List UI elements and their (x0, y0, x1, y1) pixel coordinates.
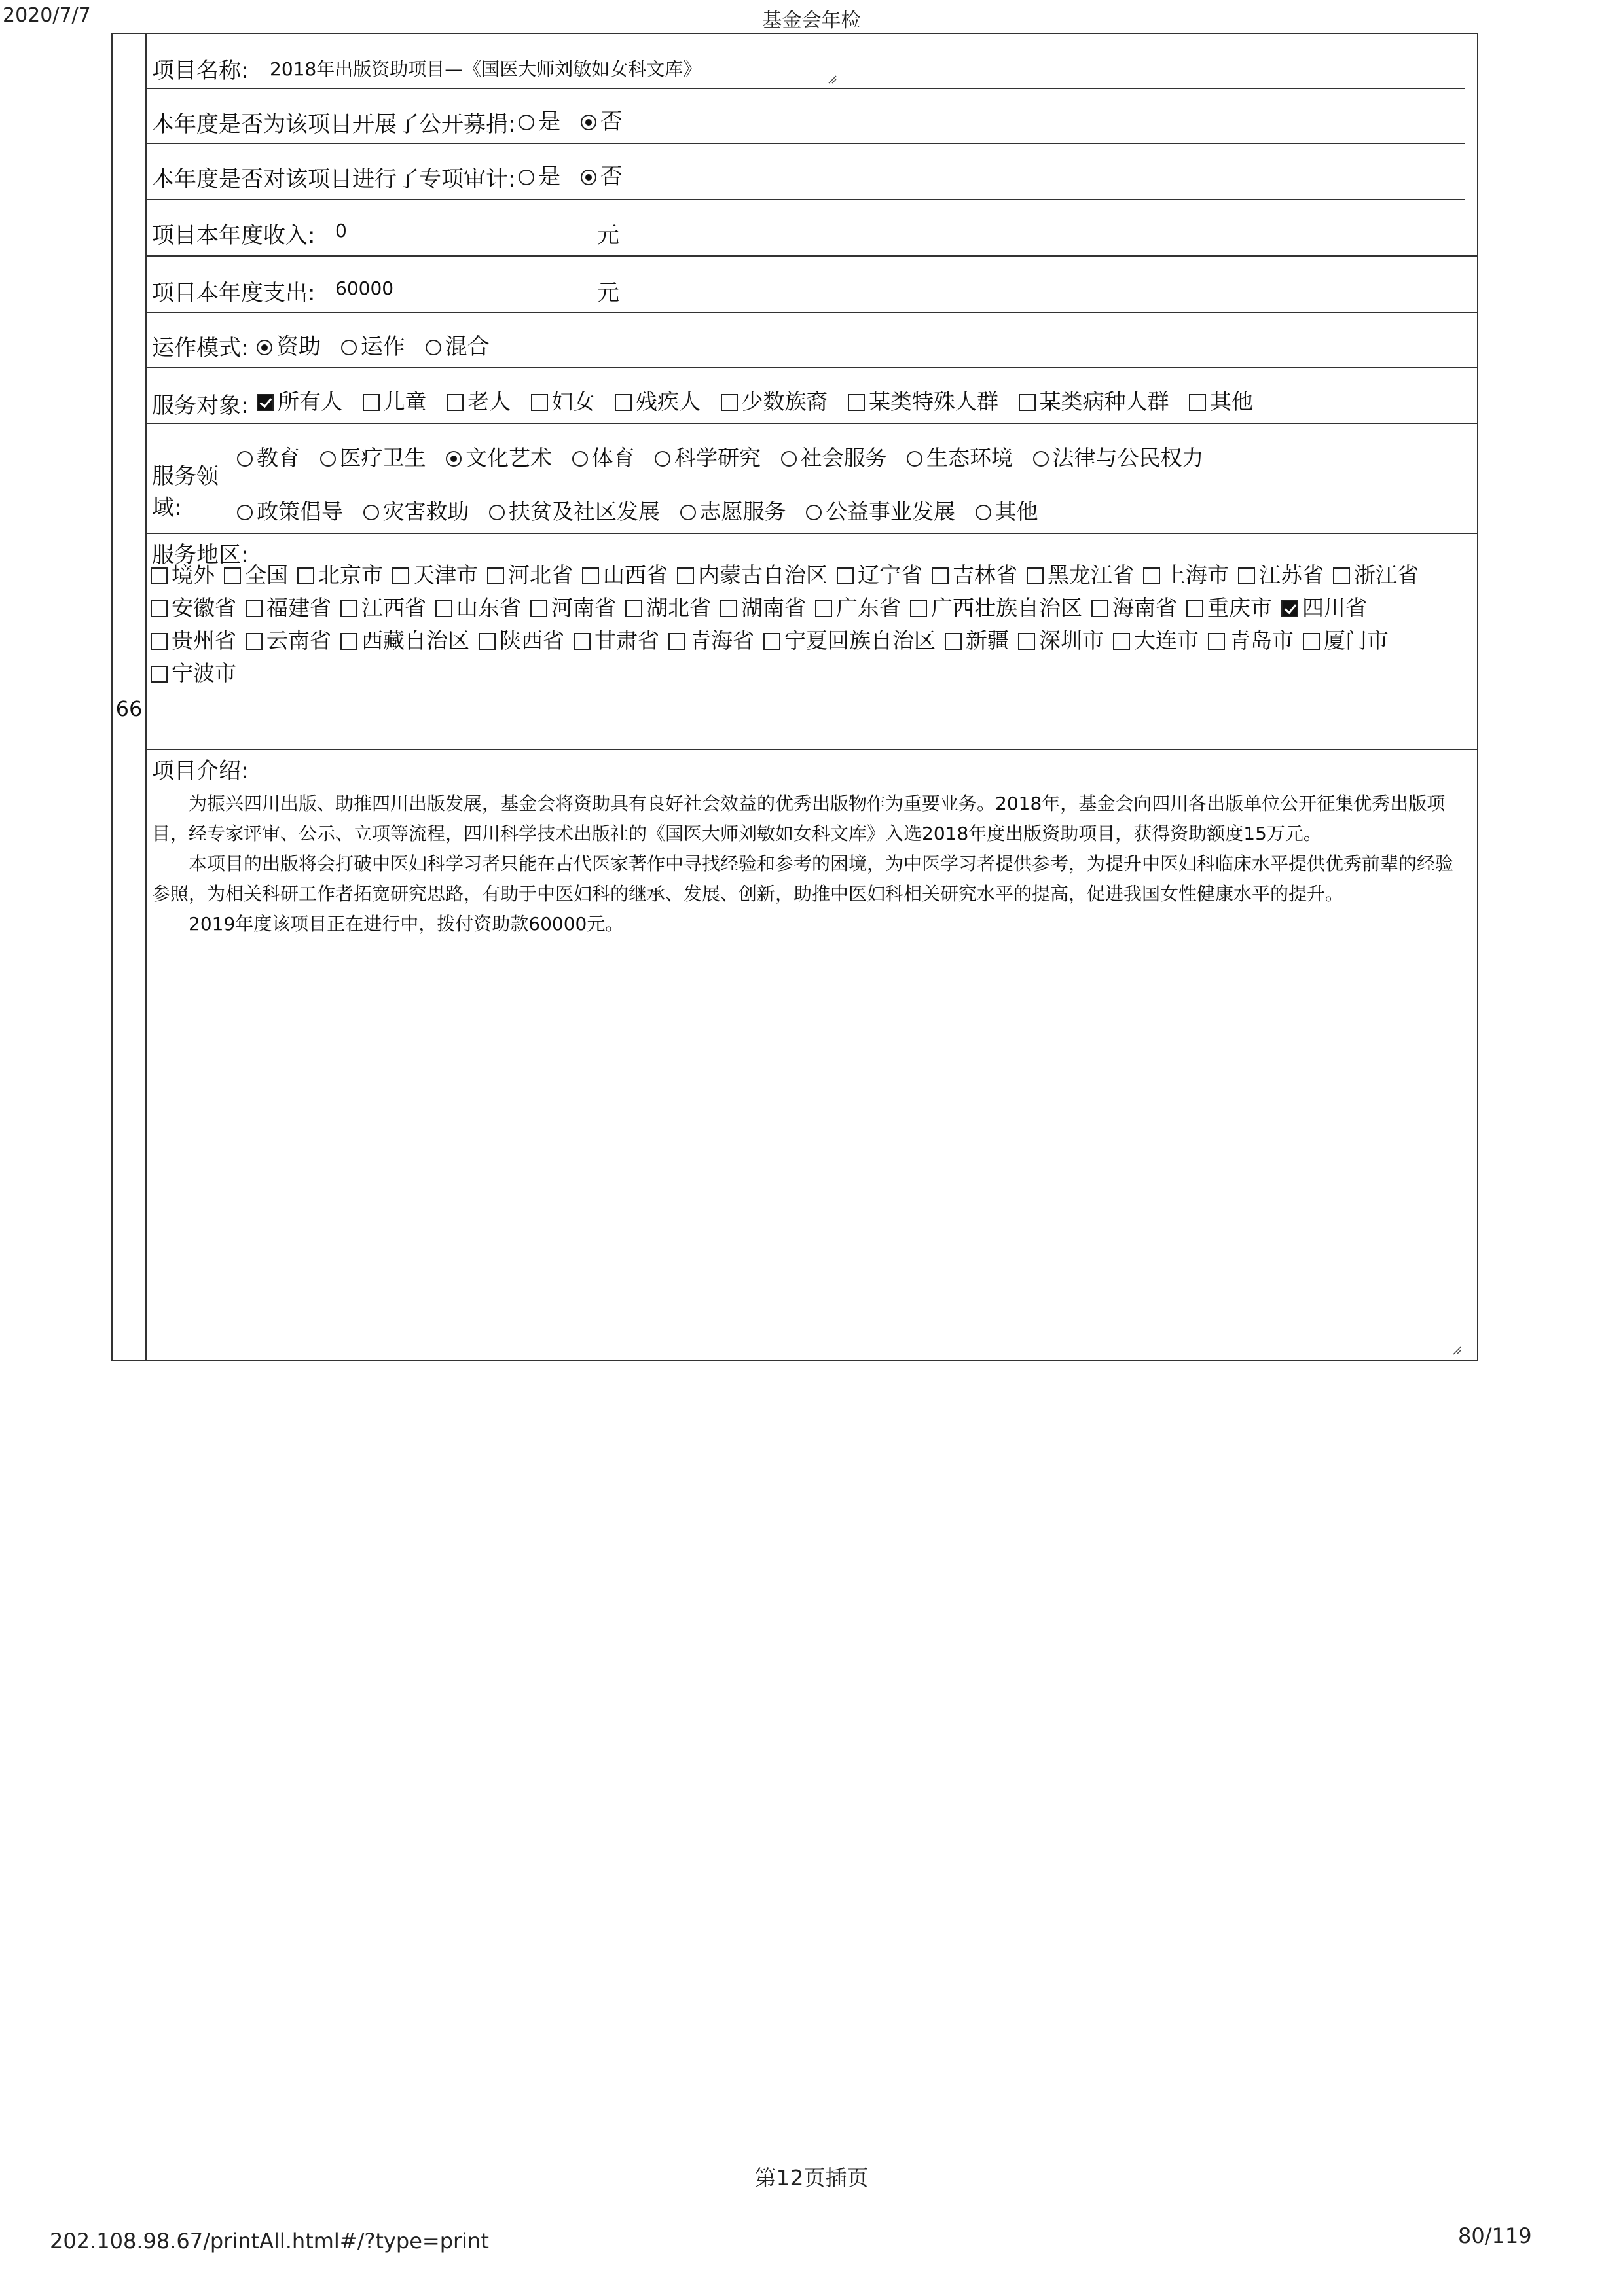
service-targets-options (257, 385, 1266, 416)
radio-icon (519, 115, 534, 130)
service-targets-label: 服务对象: (152, 393, 249, 419)
region-option[interactable]: 大连市 (1113, 624, 1199, 657)
checkbox-icon (1091, 600, 1108, 617)
target-disease-groups[interactable]: 某类病种人群 (1019, 385, 1169, 416)
service-regions-row (145, 534, 1478, 750)
region-option[interactable]: 厦门市 (1303, 624, 1389, 657)
checkbox-icon (837, 567, 854, 584)
region-option[interactable]: 宁夏回族自治区 (763, 624, 936, 657)
operation-mode-label: 运作模式: (152, 335, 249, 361)
region-option[interactable]: 西藏自治区 (340, 624, 469, 657)
radio-icon (237, 451, 253, 467)
region-option[interactable]: 青海省 (668, 624, 754, 657)
region-option[interactable]: 河北省 (487, 559, 573, 592)
checkbox-icon (1027, 567, 1044, 584)
region-option[interactable]: 境外 (151, 559, 215, 592)
region-option[interactable]: 重庆市 (1186, 592, 1272, 624)
radio-selected-icon (581, 170, 596, 185)
domain-education[interactable]: 教育 (237, 441, 300, 472)
checkbox-checked-icon (1281, 600, 1298, 617)
income-unit: 元 (597, 223, 619, 249)
checkbox-icon (1189, 394, 1206, 411)
target-children[interactable]: 儿童 (363, 385, 427, 416)
income-value[interactable]: 0 (335, 220, 347, 242)
checkbox-icon (1113, 633, 1130, 650)
target-women[interactable]: 妇女 (531, 385, 595, 416)
income-row (145, 200, 1478, 257)
region-option[interactable]: 北京市 (297, 559, 383, 592)
checkbox-icon (615, 394, 632, 411)
radio-icon (806, 505, 822, 520)
region-option[interactable]: 辽宁省 (837, 559, 922, 592)
target-all[interactable]: 所有人 (257, 385, 342, 416)
region-option[interactable]: 上海市 (1143, 559, 1229, 592)
checkbox-icon (677, 567, 694, 584)
checkbox-icon (297, 567, 314, 584)
region-option[interactable]: 广西壮族自治区 (910, 592, 1082, 624)
radio-selected-icon (581, 115, 596, 130)
service-domain-options-row1 (237, 441, 1217, 472)
page-insert-note: 第12页插页 (754, 2165, 869, 2191)
region-option[interactable]: 青岛市 (1208, 624, 1294, 657)
target-special-groups[interactable]: 某类特殊人群 (848, 385, 998, 416)
intro-paragraph: 本项目的出版将会打破中医妇科学习者只能在古代医家著作中寻找经验和参考的困境，为中医学习者提供参考，为提升中医妇科临床水平提供优秀前辈的经验参照，为相关科研工作者拓宽研究思路，有助于中医妇科的继承、发展、创新，助推中医妇科相关研究水平的提高，促进我国女性健康水平的提升。 (152, 853, 1454, 905)
service-regions-label: 服务地区: (152, 542, 249, 568)
special-audit-row (145, 144, 1465, 200)
region-option[interactable]: 全国 (224, 559, 288, 592)
checkbox-icon (392, 567, 409, 584)
checkbox-icon (1238, 567, 1255, 584)
expense-unit: 元 (597, 280, 619, 306)
operation-mode-row (145, 313, 1478, 368)
project-form (145, 33, 1478, 1361)
service-domain-options-row2 (237, 495, 1051, 526)
checkbox-icon (224, 567, 241, 584)
domain-volunteering[interactable]: 志愿服务 (680, 495, 786, 526)
expense-row (145, 257, 1478, 313)
domain-culture-arts[interactable]: 文化艺术 (446, 441, 552, 472)
region-option[interactable]: 广东省 (815, 592, 901, 624)
service-regions-options (151, 559, 1460, 690)
public-fundraising-no[interactable]: 否 (581, 103, 623, 135)
checkbox-icon (246, 633, 263, 650)
radio-icon (907, 451, 922, 467)
checkbox-icon (151, 633, 168, 650)
region-option[interactable]: 宁波市 (151, 657, 236, 690)
resize-handle-icon[interactable] (826, 73, 837, 84)
region-option[interactable]: 湖北省 (625, 592, 711, 624)
domain-environment[interactable]: 生态环境 (907, 441, 1013, 472)
domain-research[interactable]: 科学研究 (655, 441, 761, 472)
service-domain-label-2: 域: (152, 495, 182, 521)
checkbox-icon (1303, 633, 1320, 650)
region-option[interactable]: 四川省 (1281, 592, 1367, 624)
project-name-label: 项目名称: (152, 58, 249, 84)
checkbox-icon (363, 394, 380, 411)
region-option[interactable]: 山西省 (582, 559, 668, 592)
public-fundraising-row (145, 89, 1465, 144)
radio-icon (426, 340, 441, 355)
service-domain-row (145, 424, 1478, 534)
radio-icon (363, 505, 379, 520)
radio-icon (680, 505, 696, 520)
radio-icon (341, 340, 357, 355)
region-option[interactable]: 深圳市 (1018, 624, 1104, 657)
service-domain-label: 服务领 (152, 463, 219, 490)
special-audit-label: 本年度是否对该项目进行了专项审计: (152, 166, 516, 192)
operation-mode-operating[interactable]: 运作 (341, 329, 405, 361)
radio-icon (320, 451, 336, 467)
special-audit-no[interactable]: 否 (581, 158, 623, 190)
checkbox-icon (763, 633, 780, 650)
checkbox-icon (151, 600, 168, 617)
footer-page-number: 80/119 (1458, 2223, 1532, 2248)
checkbox-icon (246, 600, 263, 617)
footer-url: 202.108.98.67/printAll.html#/?type=print (50, 2229, 489, 2253)
region-option[interactable]: 江西省 (340, 592, 426, 624)
region-option[interactable]: 山东省 (435, 592, 521, 624)
operation-mode-options (257, 329, 503, 361)
project-intro (152, 753, 1468, 1361)
radio-icon (237, 505, 253, 520)
radio-icon (489, 505, 505, 520)
intro-paragraph: 为振兴四川出版、助推四川出版发展，基金会将资助具有良好社会效益的优秀出版物作为重要业务。2018年，基金会向四川各出版单位公开征集优秀出版项目，经专家评审、公示、立项等流程，四川科学技术出版社的《国医大师刘敏如女科文库》入选2018年度出版资助项目，获得资助额度15万元。 (152, 793, 1446, 844)
radio-icon (1033, 451, 1049, 467)
region-option[interactable]: 吉林省 (932, 559, 1017, 592)
operation-mode-funding[interactable]: 资助 (257, 329, 321, 361)
checkbox-icon (910, 600, 927, 617)
region-option[interactable]: 云南省 (246, 624, 331, 657)
row-number-column (113, 34, 147, 1360)
expense-label: 项目本年度支出: (152, 280, 316, 306)
checkbox-icon (668, 633, 685, 650)
domain-law-civil-rights[interactable]: 法律与公民权力 (1033, 441, 1204, 472)
checkbox-icon (574, 633, 591, 650)
domain-healthcare[interactable]: 医疗卫生 (320, 441, 426, 472)
project-name-row (145, 33, 1465, 89)
radio-icon (976, 505, 991, 520)
checkbox-icon (1019, 394, 1036, 411)
radio-icon (519, 170, 534, 185)
region-option[interactable]: 黑龙江省 (1027, 559, 1134, 592)
checkbox-icon (479, 633, 496, 650)
income-label: 项目本年度收入: (152, 223, 316, 249)
region-option[interactable]: 福建省 (246, 592, 331, 624)
operation-mode-mixed[interactable]: 混合 (426, 329, 490, 361)
print-date: 2020/7/7 (3, 4, 91, 27)
checkbox-checked-icon (257, 394, 274, 411)
region-option[interactable]: 湖南省 (720, 592, 806, 624)
region-option[interactable]: 内蒙古自治区 (677, 559, 828, 592)
checkbox-icon (340, 600, 357, 617)
checkbox-icon (530, 600, 547, 617)
checkbox-icon (721, 394, 738, 411)
region-option[interactable]: 天津市 (392, 559, 478, 592)
checkbox-icon (1333, 567, 1350, 584)
domain-sports[interactable]: 体育 (572, 441, 635, 472)
public-fundraising-yes[interactable]: 是 (519, 103, 560, 135)
radio-icon (655, 451, 670, 467)
radio-selected-icon (446, 451, 462, 467)
checkbox-icon (582, 567, 599, 584)
checkbox-icon (151, 666, 168, 683)
checkbox-icon (932, 567, 949, 584)
domain-poverty-community[interactable]: 扶贫及社区发展 (489, 495, 660, 526)
checkbox-icon (815, 600, 832, 617)
special-audit-options (519, 158, 636, 190)
public-fundraising-label: 本年度是否为该项目开展了公开募捐: (152, 111, 516, 137)
checkbox-icon (340, 633, 357, 650)
radio-selected-icon (257, 340, 272, 355)
checkbox-icon (1018, 633, 1035, 650)
region-option[interactable]: 江苏省 (1238, 559, 1324, 592)
checkbox-icon (531, 394, 548, 411)
checkbox-icon (447, 394, 464, 411)
region-option[interactable]: 河南省 (530, 592, 616, 624)
intro-paragraph: 2019年度该项目正在进行中，拨付资助款60000元。 (189, 913, 624, 935)
target-other[interactable]: 其他 (1189, 385, 1253, 416)
radio-icon (572, 451, 588, 467)
document-title: 基金会年检 (762, 9, 861, 32)
region-option[interactable]: 海南省 (1091, 592, 1177, 624)
public-fundraising-options (519, 103, 636, 135)
checkbox-icon (1208, 633, 1225, 650)
checkbox-icon (1143, 567, 1160, 584)
checkbox-icon (720, 600, 737, 617)
domain-policy-advocacy[interactable]: 政策倡导 (237, 495, 343, 526)
checkbox-icon (435, 600, 452, 617)
checkbox-icon (487, 567, 504, 584)
domain-other[interactable]: 其他 (976, 495, 1038, 526)
service-targets-row (145, 368, 1478, 424)
region-option[interactable]: 陕西省 (479, 624, 564, 657)
region-option[interactable]: 甘肃省 (574, 624, 659, 657)
radio-icon (781, 451, 797, 467)
domain-disaster-relief[interactable]: 灾害救助 (363, 495, 469, 526)
domain-public-welfare[interactable]: 公益事业发展 (806, 495, 955, 526)
project-name-value[interactable]: 2018年出版资助项目—《国医大师刘敏如女科文库》 (270, 58, 702, 80)
domain-social-services[interactable]: 社会服务 (781, 441, 887, 472)
checkbox-icon (848, 394, 865, 411)
row-number: 66 (115, 696, 143, 721)
expense-value[interactable]: 60000 (335, 278, 394, 299)
checkbox-icon (151, 567, 168, 584)
checkbox-icon (1186, 600, 1203, 617)
target-minorities[interactable]: 少数族裔 (721, 385, 828, 416)
region-option[interactable]: 浙江省 (1333, 559, 1419, 592)
target-disabled[interactable]: 残疾人 (615, 385, 701, 416)
checkbox-icon (945, 633, 962, 650)
region-option[interactable]: 贵州省 (151, 624, 236, 657)
checkbox-icon (625, 600, 642, 617)
resize-handle-icon[interactable] (1451, 1344, 1461, 1355)
region-option[interactable]: 安徽省 (151, 592, 236, 624)
project-intro-label: 项目介绍: (152, 758, 249, 784)
target-elderly[interactable]: 老人 (447, 385, 511, 416)
special-audit-yes[interactable]: 是 (519, 158, 560, 190)
region-option[interactable]: 新疆 (945, 624, 1009, 657)
